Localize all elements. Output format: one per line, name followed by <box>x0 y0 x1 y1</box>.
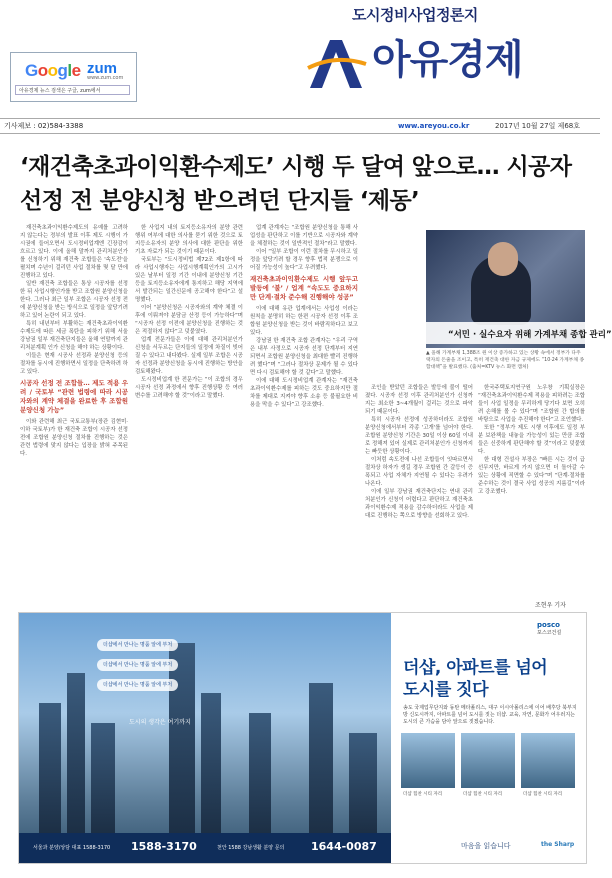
paragraph: 한 대형 건설사 부장은 “빠른 시는 것이 급선무지만, 바르게 가지 않으면 더 돌아갈 수 있는 상황에 직면할 수 있다”며 “단계·절차를 준수하는 것이 결국 사업 성공의 지름길”이라고 강조했다. <box>478 457 585 495</box>
subheading: 시공자 선정 전 조합들… 제도 적용 우려 / 국토부 “관련 법령에 따라 시공자와의 계약 체결을 완료한 후 조합원 분양신청 가능” <box>20 379 128 414</box>
article-column-4 <box>365 384 473 599</box>
paragraph: 특히 시공자 선정에 성공하더라도 조합원 분양신청에서부터 각종 '고개'를 넘어야 한다. 조합원 분양신청 기간은 30일 이상 60일 이내로 정해져 있어 실제로 관리처분인가 신청까지는 빠듯한 상황이다. <box>365 417 473 455</box>
site-link[interactable]: www.areyou.co.kr <box>398 122 470 130</box>
building-shape <box>349 733 377 833</box>
ad-copy-panel <box>391 613 586 863</box>
ad-headline <box>403 657 547 701</box>
posco-logo: posco <box>537 621 560 629</box>
paragraph: 국토부는 “도시정비법 제72조 제1항에 따라 사업시행자는 사업시행계획인가의 고시가 있은 날부터 일정 기간 이내에 분양신청 기간 등을 토지등소유자에게 통지하고 해당 지역에서 발간되는 일간신문에 공고해야 한다”고 설명했다. <box>135 257 243 303</box>
ad-thumbnail <box>521 733 575 788</box>
building-shape <box>91 723 115 833</box>
phone1-number: 1588-3170 <box>131 840 197 853</box>
ad-thumbnail <box>461 733 515 788</box>
building-shape <box>249 713 271 833</box>
paragraph: 도시정비업계 한 전문가는 “이 조합의 경우 시공자 선정 과정에서 향후 진행상황 등 여러 변수를 고려해야 할 것”이라고 말했다. <box>135 377 243 399</box>
paragraph: 이들은 현재 시공사 선정과 분양신청 등의 절차를 동시에 진행하면서 일정을 단축하려 하고 있다. <box>20 353 128 375</box>
building-shape <box>309 683 333 833</box>
phone2-number: 1644-0087 <box>311 840 377 853</box>
sharp-logo: the Sharp <box>541 841 575 848</box>
newspaper-logo-icon <box>306 34 368 92</box>
article-photo <box>426 230 612 348</box>
paragraph: 특히 내년부터 부활하는 재건축초과이익환수제도에 따른 세금 폭탄을 피하기 위해 서울 강남권 일부 재건축단지들은 올해 연말까지 관리처분계획 인가 신청을 해야 하는 상황이다. <box>20 321 128 351</box>
person-face <box>488 242 518 276</box>
paragraph: 일반 재건축 조합들은 통상 시공자를 선정한 뒤 사업시행인가를 받고 조합원 분양신청을 한다. 그러나 최근 일부 조합은 시공자 선정 전에 분양신청을 받는 방식으로 일정을 앞당기려 하고 있어 논란이 되고 있다. <box>20 281 128 319</box>
building-shape <box>39 703 61 833</box>
ad-pill: 더샵에서 만나는 명품 알에 부처 <box>97 639 178 651</box>
search-ad-box <box>10 52 137 102</box>
zum-logo: zum <box>87 60 117 77</box>
ad-city-image <box>19 613 391 863</box>
thumbnail-caption: 더샵 힘찬 시티 자리 <box>523 792 563 797</box>
info-bar <box>0 118 600 134</box>
ad-thumbnails <box>401 733 577 813</box>
google-logo: Google <box>25 61 81 80</box>
ad-body-copy: 송도 국제업무단지와 동탄 메타폴리스, 대구 이시아폴리스에 이어 배후당 북부지방 신도시까지, 아파트를 넘어 도시를 짓는 더샵. 교육, 자연, 문화가 어우러지는 도시의 큰 가슴을 담아 앞으로 짓겠습니다. <box>403 705 577 725</box>
ad-tagline: 도시의 생각은 여기까지 <box>129 719 191 726</box>
paragraph: 이와 관련해 최근 국토교통부(장관 김현미·이하 국토부)가 한 재건축 조합이 시공자 선정 전에 조합원 분양신청 절차를 진행하는 것은 관련 법령에 맞지 않다는 입장을 밝혀 주목된다. <box>20 419 128 457</box>
paragraph: 이처럼 속도전에 나선 조합들이 잇따르면서 절차상 하자가 생길 경우 조합원 간 갈등이 증폭되고 사업 자체가 지연될 수 있다는 우려가 나온다. <box>365 457 473 487</box>
masthead-subtitle: 도시정비사업정론지 <box>352 6 478 24</box>
issue-date: 2017년 10월 27일 제68호 <box>495 122 581 130</box>
ad-headline-1: 더샵, 아파트를 넘어 <box>403 658 548 678</box>
paragraph: 한국주택토지연구원 노우창 기획실장은 “재건축초과이익환수제 적용을 피하려는 조합들이 사업 일정을 무리하게 당기다 보면 오히려 손해를 볼 수 있다”며 “조합원 간 합의를 바탕으로 사업을 추진해야 한다”고 조언했다. <box>478 385 585 423</box>
paragraph: 한 사업지 내의 토지등소유자의 분양 관련 행위 여부에 대한 의사를 묻기 위한 것으로 토지등소유자의 분양 의사에 대한 판단을 위한 기초 자료가 되는 것이기 때문이다. <box>135 225 243 255</box>
article-column-2 <box>135 224 243 599</box>
article-column-5 <box>478 384 585 594</box>
paragraph: 조인을 받았던 조합들은 발등에 불이 떨어졌다. 시공자 선정 이후 관리처분인가 신청까지는 최소한 3~4개월이 걸리는 것으로 파악되기 때문이다. <box>365 385 473 415</box>
ad-pill: 더샵에서 만나는 명품 알에 부처 <box>97 679 178 691</box>
paragraph: 업계 관계자는 “조합원 분양신청을 통해 사업성을 판단하고 이를 기반으로 시공자와 계약을 체결하는 것이 일반적인 절차”라고 말했다. <box>250 225 358 247</box>
article-byline: 조현우 기자 <box>535 602 566 609</box>
building-shape <box>201 693 221 833</box>
article-column-3 <box>250 224 358 599</box>
paragraph: 이에 일부 강남권 재건축단지는 연내 관리처분인가 신청이 어렵다고 판단하고 재건축초과이익환수제 적용을 감수하더라도 사업을 제대로 진행하는 쪽으로 방향을 선회하고 있다. <box>365 489 473 519</box>
search-input[interactable]: 아유경제 뉴스 검색은 구글, zum에서 <box>15 85 130 95</box>
thumbnail-caption: 더샵 힘찬 시티 자리 <box>403 792 443 797</box>
paragraph: 이에 대해 도시정비업계 관계자는 “재건축초과이익환수제를 피하는 것도 중요하지만 절차를 제대로 지켜야 향후 소송 등 불필요한 비용을 막을 수 있다”고 강조했다. <box>250 378 358 408</box>
article-headline: ‘재건축초과이익환수제도’ 시행 두 달여 앞으로… 시공자 선정 전 분양신청 받으려던 단지들 ‘제동’ <box>20 154 572 214</box>
phone1-label: 서울과 분양/상담 대표 1588-3170 <box>33 845 111 851</box>
subheading: 재건축초과이익환수제도 시행 앞두고 발등에 ‘불’ / 업계 “속도도 중요하지만 단계·절차 준수해 진행해야 성공” <box>250 275 358 301</box>
ad-thumbnail <box>401 733 455 788</box>
photo-caption: ▲ 올해 가계부채 1,388조 원 이상 증가하고 있는 상황 속에서 정부가 다주택자의 돈줄을 조이고, 특히 재건축 대한 자금 규제에도 “10·24 가계부채 종합대책”을 발표했다. (출처=KTV 뉴스 화면 캡처) <box>426 351 585 370</box>
paragraph: 업계 전문가들은 이에 대해 관리처분인가 신청을 서두르는 단지들의 일정에 차질이 빚어질 수 있다고 내다봤다. 실제 일부 조합은 시공자 선정과 분양신청을 동시에 진행하는 방안을 검토해왔다. <box>135 337 243 375</box>
posco-sub: 포스코건설 <box>537 630 562 636</box>
ad-headline-2: 도시를 짓다 <box>403 680 489 700</box>
building-shape <box>169 643 195 833</box>
photo-banner-text: “서민 · 실수요자 위해 가계부채 종합 관리” <box>448 330 612 340</box>
paragraph: 재건축초과이익환수제도의 유예를 고려하지 않는다는 정부의 발표 이후 제도 시행이 가시권에 들어오면서 도시정비업계엔 긴장감이 흐르고 있다. 이에 올해 말까지 관리처분인가를 신청하기 위해 재건축 조합들은 '속도전'을 펼치며 수년이 걸리던 사업 절차를 몇 달 만에 진행하고 있다. <box>20 225 128 279</box>
advertisement[interactable] <box>18 612 587 864</box>
paragraph: 강남권 한 재건축 조합 관계자는 “우리 구역은 내부 사정으로 시공자 선정 단계부터 지연되면서 조합원 분양신청을 최대한 빨리 진행하려 했다”며 “그러나 절차상 문제가 될 수 있다면 다시 검토해야 할 것 같다”고 말했다. <box>250 338 358 376</box>
photo-banner <box>426 322 612 344</box>
article-column-1 <box>20 224 128 599</box>
paragraph: 이에 대해 유관 업계에서는 사업성 이라는 원칙을 분명히 하는 한편 시공자 선정 이후 조합원 분양신청을 받는 것이 바람직하다고 보고 있다. <box>250 306 358 336</box>
paragraph: 이어 “일부 조합이 이런 절차를 무시하고 일정을 앞당기려 할 경우 향후 법적 분쟁으로 이어질 가능성이 높다”고 우려했다. <box>250 249 358 271</box>
tip-phone: 기사제보 : 02)584-3388 <box>4 122 84 130</box>
zum-url: www.zum.com <box>87 75 124 81</box>
ad-pill: 더샵에서 만나는 명품 알에 부처 <box>97 659 178 671</box>
building-shape <box>67 673 85 833</box>
ad-slogan: 마음을 읽습니다 <box>461 842 511 850</box>
phone2-label: 천안 1588 강남생활 분양 문의 <box>217 845 285 851</box>
thumbnail-caption: 더샵 힘찬 시티 자리 <box>463 792 503 797</box>
paragraph: 또한 “정부가 제도 시행 이후에도 일정 부분 보완책을 내놓을 가능성이 있는 만큼 조합들은 신중하게 판단해야 할 것”이라고 덧붙였다. <box>478 425 585 455</box>
paragraph: 이어 “분양신청은 시공자와의 계약 체결 이후에 이뤄져야 분담금 산정 등이 가능하다”며 “시공자 선정 이전에 분양신청을 진행하는 것은 적절하지 않다”고 덧붙였다. <box>135 305 243 335</box>
ad-contact-bar <box>19 833 391 863</box>
masthead-title: 아유경제 <box>372 37 523 83</box>
